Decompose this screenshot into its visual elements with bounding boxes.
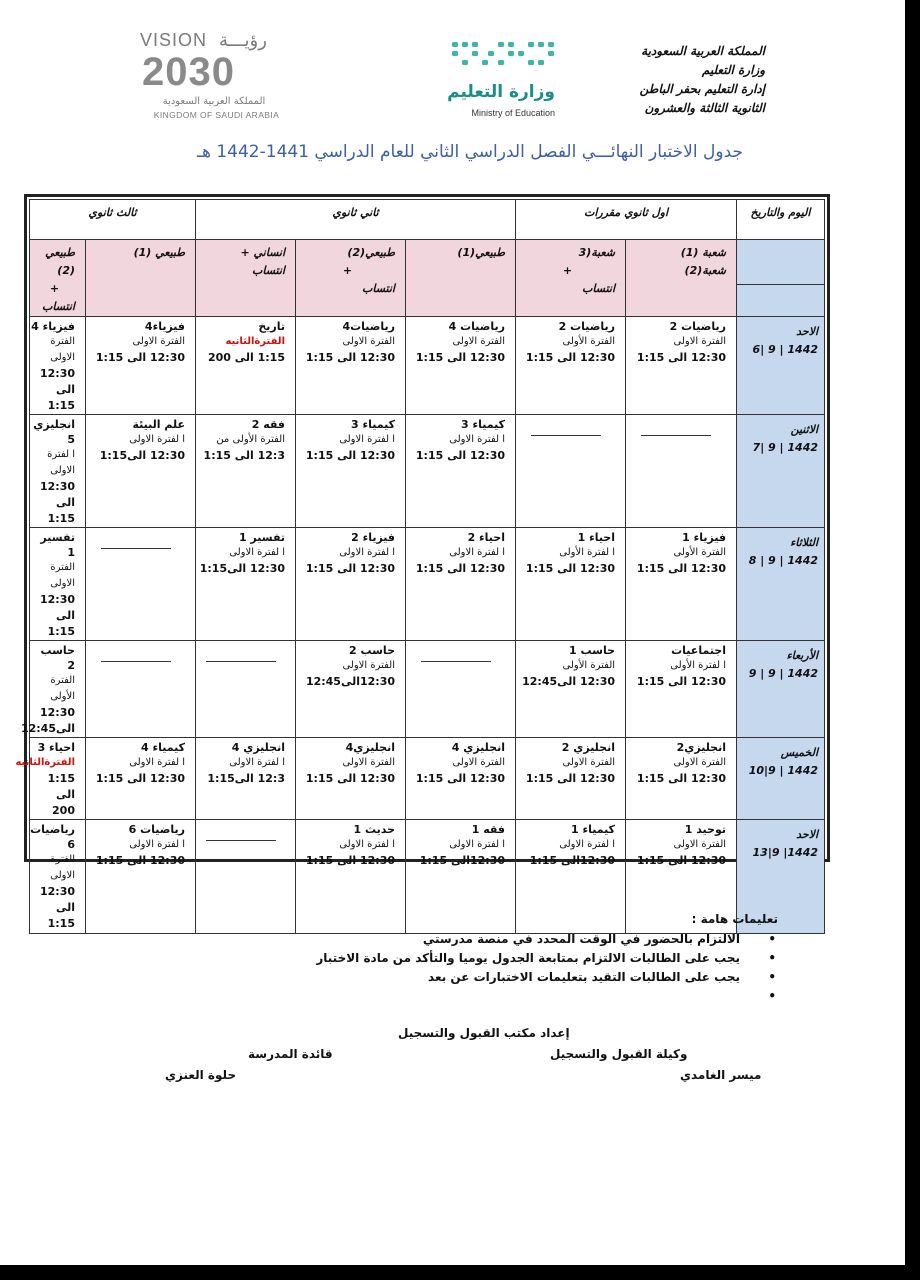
exam-time: 12:30 الى 1:15 (525, 351, 616, 364)
header-line: إدارة التعليم بحفر الباطن (639, 82, 765, 96)
group-header-row (30, 200, 825, 240)
header-line: الثانوية الثالثة والعشرون (644, 101, 765, 115)
subject-name: حديث 1 (353, 823, 395, 836)
empty-slot-line (101, 661, 171, 662)
day-name: الثلاثاء (790, 536, 819, 549)
exam-cell (196, 641, 296, 738)
section-header (30, 240, 86, 317)
agent-title: وكيلة القبول والتسجيل (550, 1047, 688, 1061)
exam-time: 12:30 الى 1:15 (95, 772, 185, 785)
section-header (196, 240, 296, 317)
exam-period: الفترة الاولى (342, 757, 395, 768)
subject-name: انجليزي4 (345, 741, 395, 754)
section-header-line: انتساب (582, 282, 616, 295)
empty-slot-line (421, 661, 491, 662)
subject-name: كيمياء 4 (141, 741, 185, 754)
exam-cell (15, 738, 86, 820)
subject-name: كيمياء 3 (351, 418, 395, 431)
exam-cell (20, 641, 86, 738)
empty-slot-line (101, 548, 171, 549)
header-line: المملكة العربية السعودية (641, 44, 765, 58)
exam-period: الفترة الاولى (673, 757, 727, 768)
subject-name: انجليزي 4 (231, 741, 285, 754)
subject-name: رياضيات 2 (669, 320, 727, 333)
day-name: الاحد (796, 325, 819, 338)
vision-year: 2030 (142, 50, 235, 94)
empty-slot-line (206, 661, 276, 662)
day-row (30, 317, 825, 415)
exam-cell (86, 820, 196, 934)
exam-period: الفترة الأولى (50, 675, 75, 702)
exam-date: 1442 | 9|10 (748, 764, 819, 777)
exam-time: 12:30 الى1:15 (199, 562, 285, 575)
exam-cell (196, 415, 296, 528)
section-header-line: شعبة(3 (578, 246, 616, 259)
exam-cell (30, 415, 86, 528)
exam-cell (86, 528, 196, 641)
subject-name: انجليزي 2 (561, 741, 616, 754)
exam-cell (406, 738, 516, 820)
exam-cell (86, 317, 196, 415)
exam-period: ا لفترة الأولى (559, 547, 616, 558)
subject-name: رياضيات 6 (128, 823, 185, 836)
exam-period: الفترة الأولى (562, 660, 616, 671)
important-instructions (300, 912, 778, 1006)
vision-en-word: VISION (140, 30, 208, 50)
exam-time: 12:30 الى 1:15 (95, 351, 185, 364)
exam-cell (296, 641, 406, 738)
exam-time: 12:30 الى 1:15 (39, 367, 75, 412)
exam-time: 12:30 الى 1:15 (636, 772, 727, 785)
exam-date: 1442| 9|13 (752, 846, 819, 859)
exam-cell (196, 820, 296, 934)
subject-name: رياضيات4 (342, 320, 395, 333)
exam-period: الفترة الاولى (673, 839, 727, 850)
exam-time: 12:30 الى12:45 (522, 675, 616, 688)
instructions-heading: تعليمات هامة : (691, 912, 778, 926)
subheader-day-cell (737, 240, 825, 317)
exam-time: 12:30الى 1:15 (419, 854, 505, 867)
group-first-secondary: اول ثانوي مقررات (516, 200, 737, 240)
section-header-line: انتساب (42, 300, 75, 313)
page-title: جدول الاختبار النهائـــي الفصل الدراسي الثاني للعام الدراسي 1441-1442 هـ (196, 142, 743, 162)
exam-time: 12:30الى12:45 (305, 675, 395, 688)
exam-period: ا لفترة الاولى (229, 547, 285, 558)
exam-cell (30, 820, 86, 934)
subject-name: علم البيئة (132, 418, 185, 431)
subject-name: رياضيات 4 (448, 320, 505, 333)
group-third-secondary: ثالث ثانوي (30, 200, 196, 240)
exam-period: ا لفترة الاولى (449, 839, 505, 850)
exam-time: 12:3 الى1:15 (207, 772, 285, 785)
vision-english-country: KINGDOM OF SAUDI ARABIA (153, 110, 280, 120)
instructions-list (300, 930, 740, 1006)
exam-period: الفترة الاولى (132, 336, 185, 347)
exam-cell (626, 415, 737, 528)
exam-time: 12:30الى 1:15 (529, 854, 616, 867)
subject-name: فيزياء 1 (682, 531, 727, 544)
day-row (30, 641, 825, 738)
subject-name: فقه 1 (471, 823, 505, 836)
day-date-cell (737, 641, 825, 738)
exam-period: الفترة الأولى (673, 547, 727, 558)
exam-time: 12:30 الى 1:15 (305, 351, 395, 364)
subject-name: انجليزي 5 (33, 418, 75, 446)
section-header-line: + (49, 282, 60, 295)
exam-date: 1442 | 9 | 8 (748, 554, 819, 567)
section-header-line: طبيعي(2) (347, 246, 395, 259)
leader-name: حلوة العنزي (165, 1068, 237, 1082)
section-header-line: انتساب (362, 282, 395, 295)
exam-period: ا لفترة الاولى (339, 547, 395, 558)
exam-period: ا لفترة الاولى (129, 434, 185, 445)
exam-cell (626, 738, 737, 820)
exam-time: 12:30 الى 1:15 (305, 772, 395, 785)
section-header-line: انتساب (252, 264, 285, 277)
exam-cell (296, 738, 406, 820)
day-name: الخميس (780, 746, 819, 759)
agent-name: ميسر الغامدي (680, 1068, 762, 1082)
exam-period: الفترة الاولى (673, 336, 727, 347)
instruction-item: • الالتزام بالحضور في الوقت المحدد في منصة مدرستي (300, 930, 740, 949)
exam-cell (406, 415, 516, 528)
exam-time: 12:30 الى 1:15 (636, 351, 727, 364)
empty-slot-line (531, 435, 601, 436)
section-header (516, 240, 626, 317)
exam-period: ا لفترة الاولى (47, 449, 75, 476)
section-header-line: انساني + (240, 246, 285, 259)
section-header-line: طبيعي(1) (457, 246, 505, 259)
exam-schedule-table (15, 199, 825, 934)
day-row (30, 528, 825, 641)
exam-time: 12:30 الى1:15 (99, 449, 185, 462)
exam-period: ا لفترة الاولى (129, 839, 185, 850)
exam-cell (296, 415, 406, 528)
exam-period: ا لفترة الاولى (129, 757, 185, 768)
exam-cell (516, 415, 626, 528)
exam-date: 1442 | 9 |6 (752, 343, 819, 356)
subject-name: فيزياء 4 (31, 320, 75, 333)
exam-time: 1:15 الى 200 (47, 772, 75, 817)
exam-cell (86, 738, 196, 820)
exam-period: الفترة الاولى (452, 757, 505, 768)
subject-name: كيمياء 3 (461, 418, 505, 431)
exam-time: 12:30 الى 1:15 (415, 449, 505, 462)
section-header-line: شعبة(2) (684, 264, 727, 277)
vision-ar-word: رؤيـــة (219, 30, 267, 50)
exam-cell (196, 528, 296, 641)
exam-cell (406, 641, 516, 738)
subject-name: احياء 1 (577, 531, 616, 544)
exam-period: ا لفترة الاولى (449, 547, 505, 558)
exam-time: 1:15 الى 200 (207, 351, 285, 364)
section-header-line: شعبة (1) (680, 246, 727, 259)
subject-name: فقه 2 (251, 418, 285, 431)
leader-title: قائدة المدرسة (248, 1047, 333, 1061)
section-header (406, 240, 516, 317)
exam-cell (406, 528, 516, 641)
subject-name: رياضيات 2 (558, 320, 616, 333)
exam-cell (196, 317, 296, 415)
subheader-row (30, 240, 825, 317)
exam-date: 1442 | 9 |7 (752, 441, 819, 454)
section-header-line: + (342, 264, 353, 277)
day-date-cell (737, 415, 825, 528)
exam-period: الفترة الاولى (50, 854, 75, 881)
exam-cell (30, 317, 86, 415)
empty-slot-line (641, 435, 711, 436)
exam-time: 12:30 الى 1:15 (636, 854, 727, 867)
exam-cell (196, 738, 296, 820)
day-date-header: اليوم والتاريخ (737, 200, 825, 240)
section-header-line: طبيعي (2) (45, 246, 75, 277)
exam-cell (86, 641, 196, 738)
section-header (296, 240, 406, 317)
exam-period: ا لفترة الاولى (339, 839, 395, 850)
day-date-cell (737, 317, 825, 415)
day-name: الأربعاء (786, 649, 819, 662)
exam-period: الفترة الاولى (50, 562, 75, 589)
exam-time: 12:30 الى 1:15 (636, 562, 727, 575)
subject-name: توحيد 1 (684, 823, 727, 836)
day-name: الاحد (796, 828, 819, 841)
exam-time: 12:30 الى 1:15 (39, 593, 75, 638)
subject-name: حاسب 2 (40, 644, 75, 672)
exam-cell (86, 415, 196, 528)
exam-period: الفترة الأولى (562, 336, 616, 347)
section-header-line: + (562, 264, 573, 277)
day-shade (737, 240, 824, 285)
subject-name: تفسير 1 (238, 531, 285, 544)
exam-cell (626, 528, 737, 641)
moe-arabic-name: وزارة التعليم (447, 82, 555, 102)
prepared-by-label: إعداد مكتب القبول والتسجيل (398, 1026, 570, 1040)
exam-cell (516, 738, 626, 820)
exam-period: ا لفترة الاولى (559, 839, 616, 850)
exam-time: 12:30 الى 1:15 (415, 351, 505, 364)
exam-cell (516, 641, 626, 738)
exam-period: ا لفترة الأولى (670, 660, 727, 671)
instruction-item: • يجب على الطالبات التقيد بتعليمات الاختبارات عن بعد (300, 968, 740, 987)
ministry-of-education-logo (405, 38, 565, 120)
vision-word (140, 30, 290, 51)
exam-cell (626, 641, 737, 738)
exam-cell (296, 528, 406, 641)
exam-period: الفترة الاولى (562, 757, 616, 768)
section-header (626, 240, 737, 317)
exam-period: الفترة الأولى من (216, 434, 285, 445)
section-header (86, 240, 196, 317)
day-row (30, 738, 825, 820)
subject-name: حاسب 2 (348, 644, 395, 657)
exam-time: 12:30 الى 1:15 (305, 854, 395, 867)
subject-name: كيمياء 1 (571, 823, 616, 836)
exam-time: 12:30 الى 1:15 (525, 562, 616, 575)
exam-time: 12:30 الى 1:15 (305, 449, 395, 462)
exam-cell (516, 528, 626, 641)
exam-cell (626, 317, 737, 415)
vision-arabic-country: المملكة العربية السعودية (162, 96, 266, 107)
exam-period: الفترة الاولى (342, 336, 395, 347)
ministry-header (585, 42, 765, 118)
exam-period: الفترة الاولى (342, 660, 395, 671)
exam-time: 12:30 الى 1:15 (95, 854, 185, 867)
exam-time: 12:30 الى 1:15 (39, 885, 75, 930)
subject-name: حاسب 1 (569, 644, 616, 657)
subject-name: فيزياء 2 (351, 531, 395, 544)
exam-time: 12:30 الى 1:15 (415, 772, 505, 785)
group-second-secondary: ثاني ثانوي (196, 200, 516, 240)
exam-time: 12:30 الى 1:15 (305, 562, 395, 575)
moe-english-name: Ministry of Education (471, 108, 555, 118)
exam-period: ا لفترة الاولى (449, 434, 505, 445)
moe-dots-icon (450, 40, 560, 68)
exam-period: الفترةالثانيه (225, 336, 285, 347)
day-date-cell (737, 738, 825, 820)
exam-time: 12:30 الى12:45 (20, 706, 75, 735)
instruction-item: • يجب على الطالبات الالتزام بمتابعة الجدول يوميا والتأكد من مادة الاختبار (300, 949, 740, 968)
day-row (30, 415, 825, 528)
exam-period: ا لفترة الاولى (229, 757, 285, 768)
exam-cell (296, 317, 406, 415)
subject-name: احياء 2 (467, 531, 505, 544)
subject-name: تاريخ (258, 320, 285, 333)
empty-slot-line (206, 840, 276, 841)
subject-name: فيزياء4 (144, 320, 185, 333)
subject-name: انجليزي2 (676, 741, 727, 754)
vision-2030-logo (140, 24, 290, 119)
exam-period: الفترة الاولى (50, 336, 75, 363)
exam-time: 12:3 الى 1:15 (203, 449, 285, 462)
subject-name: اجتماعيات (671, 644, 727, 657)
instruction-item (300, 987, 740, 1006)
exam-time: 12:30 الى 1:15 (636, 675, 727, 688)
subject-name: تفسير 1 (40, 531, 75, 559)
subject-name: انجليزي 4 (451, 741, 505, 754)
exam-period: الفترة الاولى (452, 336, 505, 347)
day-name: الاثنين (790, 423, 819, 436)
exam-cell (30, 528, 86, 641)
exam-time: 12:30 الى 1:15 (39, 480, 75, 525)
exam-period: ا لفترة الاولى (339, 434, 395, 445)
subject-name: احياء 3 (37, 741, 75, 754)
exam-time: 12:30 الى 1:15 (415, 562, 505, 575)
exam-cell (406, 317, 516, 415)
section-header-line: طبيعي (1) (133, 246, 185, 259)
header-line: وزارة التعليم (701, 63, 765, 77)
exam-cell (516, 317, 626, 415)
exam-date: 1442 | 9 | 9 (748, 667, 819, 680)
exam-period: الفترةالثانيه (15, 757, 75, 768)
subject-name: رياضيات 6 (30, 823, 75, 851)
day-date-cell (737, 528, 825, 641)
exam-time: 12:30 الى 1:15 (525, 772, 616, 785)
